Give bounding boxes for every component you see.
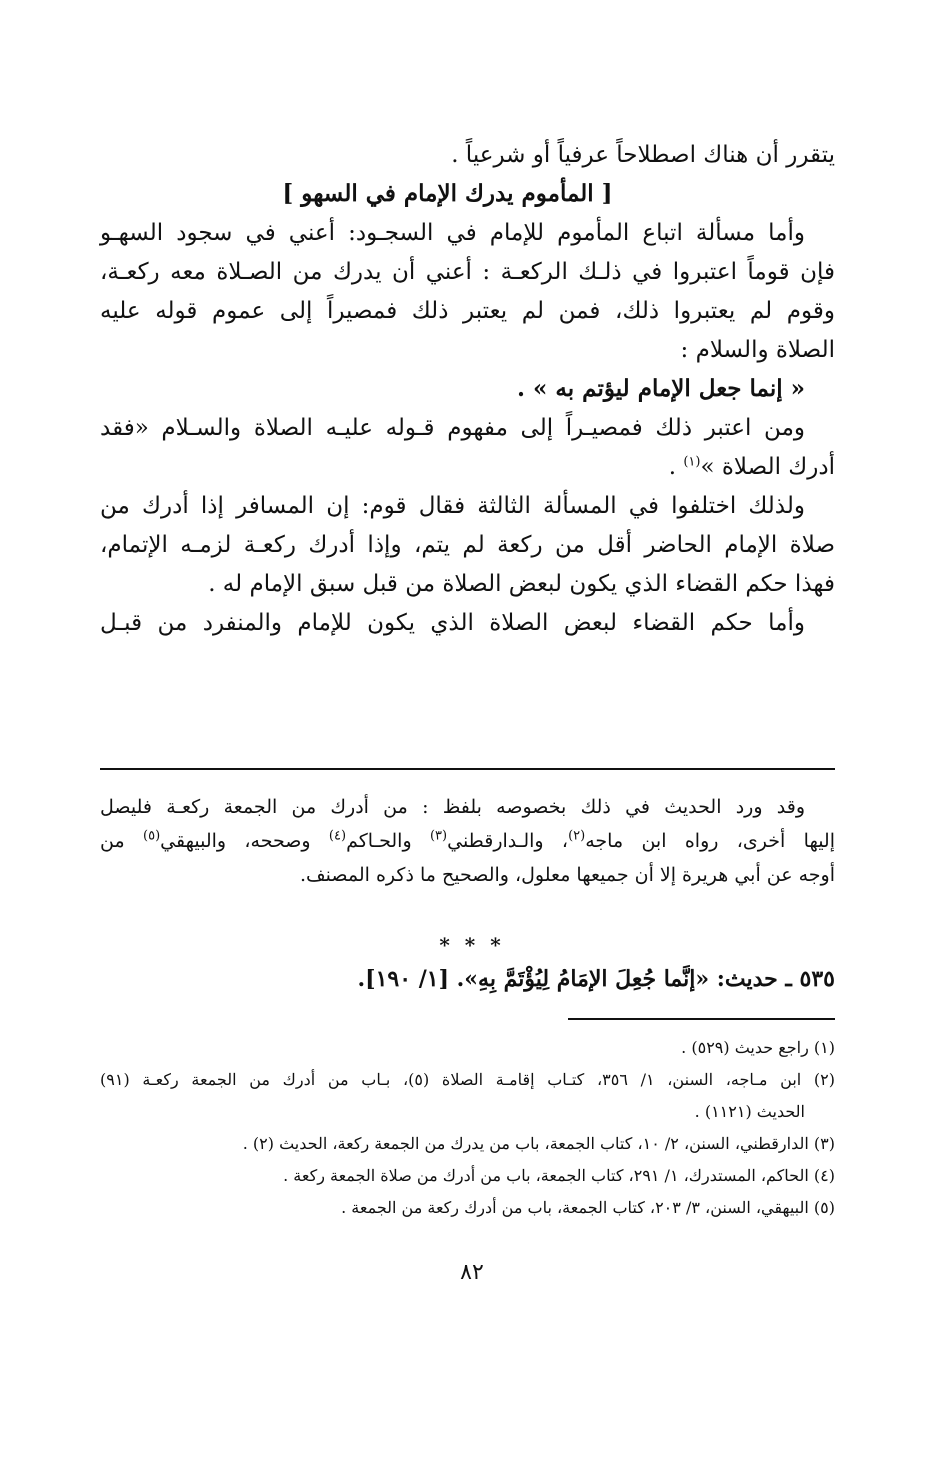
- section-heading: [ المأموم يدرك الإمام في السهو ]: [282, 180, 613, 207]
- main-line: ولذلك اختلفوا في المسألة الثالثة فقال قوم: إن المسافر إذا أدرك من: [100, 493, 805, 519]
- footnote-1: (١) راجع حديث (٥٢٩) .: [681, 1038, 835, 1057]
- main-line: فإن قوماً اعتبروا في ذلـك الركعـة : أعني أن يدرك من الصـلاة معه ركعـة،: [100, 259, 835, 285]
- main-line: الصلاة والسلام :: [680, 337, 835, 363]
- main-line-end: .: [668, 454, 684, 480]
- footnote-5: (٥) البيهقي، السنن، ٣/ ٢٠٣، كتاب الجمعة، باب من أدرك ركعة من الجمعة .: [341, 1198, 835, 1217]
- main-line: وأما مسألة اتباع المأموم للإمام في السجـود: أعني في سجود السهـو: [100, 220, 805, 246]
- main-line: [100, 450, 835, 489]
- footnote-ref: (٤): [328, 828, 347, 844]
- footnote-ref: (٢): [568, 828, 586, 844]
- footnotes: [100, 1036, 835, 1228]
- footnote-divider: [568, 1018, 835, 1020]
- main-text: [100, 138, 835, 645]
- commentary-text: والحـاكم: [346, 830, 430, 852]
- main-line: صلاة الإمام الحاضر أقل من ركعة لم يتم، وإذا أدرك ركعـة لزمـه الإتمام،: [100, 532, 835, 558]
- divider: [100, 768, 835, 770]
- main-line: وقوم لم يعتبروا ذلك، فمن لم يعتبر ذلك فمصيراً إلى عموم قوله عليه: [100, 298, 835, 324]
- main-line: ومن اعتبر ذلك فمصيـراً إلى مفهوم قـوله عليـه الصلاة والسـلام «فقد: [100, 415, 805, 441]
- commentary-text: ، والـدارقطني: [447, 830, 569, 852]
- page-number: ٨٢: [460, 1260, 484, 1285]
- hadith-entry: ٥٣٥ ـ حديث: «إنَّما جُعِلَ الإمَامُ لِيُؤْتَمَّ بِهِ». [١/ ١٩٠].: [357, 966, 835, 992]
- commentary-line: [100, 826, 835, 860]
- commentary-line: وقد ورد الحديث في ذلك بخصوصه بلفظ : من أدرك من الجمعة ركعـة فليصل: [100, 796, 805, 818]
- main-line: وأما حكم القضاء لبعض الصلاة الذي يكون للإمام والمنفرد من قبـل: [100, 610, 805, 636]
- commentary-line: أوجه عن أبي هريرة إلا أن جميعها معلول، والصحيح ما ذكره المصنف.: [299, 864, 835, 886]
- main-line: فهذا حكم القضاء الذي يكون لبعض الصلاة من قبل سبق الإمام له .: [208, 571, 835, 597]
- commentary: [100, 792, 835, 894]
- footnote-ref: (٣): [429, 828, 448, 844]
- commentary-text: من: [100, 830, 143, 852]
- footnote-2: (٢) ابن مـاجه، السنن، ١/ ٣٥٦، كتـاب إقامـة الصلاة (٥)، بـاب من أدرك من الجمعة ركعـة (٩١): [100, 1070, 835, 1089]
- footnote-ref: (١): [683, 454, 701, 470]
- section-separator: * * *: [439, 933, 505, 957]
- footnote-4: (٤) الحاكم، المستدرك، ١/ ٢٩١، كتاب الجمعة، باب من أدرك من صلاة الجمعة ركعة .: [283, 1166, 835, 1185]
- footnote-3: (٣) الدارقطني، السنن، ٢/ ١٠، كتاب الجمعة، باب من يدرك من الجمعة ركعة، الحديث (٢) .: [242, 1134, 835, 1153]
- commentary-text: إليها أخرى، رواه ابن ماجه: [585, 830, 835, 852]
- main-line-text: أدرك الصلاة »: [700, 454, 835, 480]
- footnote-ref: (٥): [143, 828, 161, 844]
- footnote-2-continuation: الحديث (١١٢١) .: [694, 1102, 805, 1121]
- main-line: يتقرر أن هناك اصطلاحاً عرفياً أو شرعياً .: [451, 142, 835, 168]
- commentary-text: وصححه، والبيهقي: [160, 830, 329, 852]
- hadith-quote: « إنما جعل الإمام ليؤتم به » .: [517, 375, 805, 402]
